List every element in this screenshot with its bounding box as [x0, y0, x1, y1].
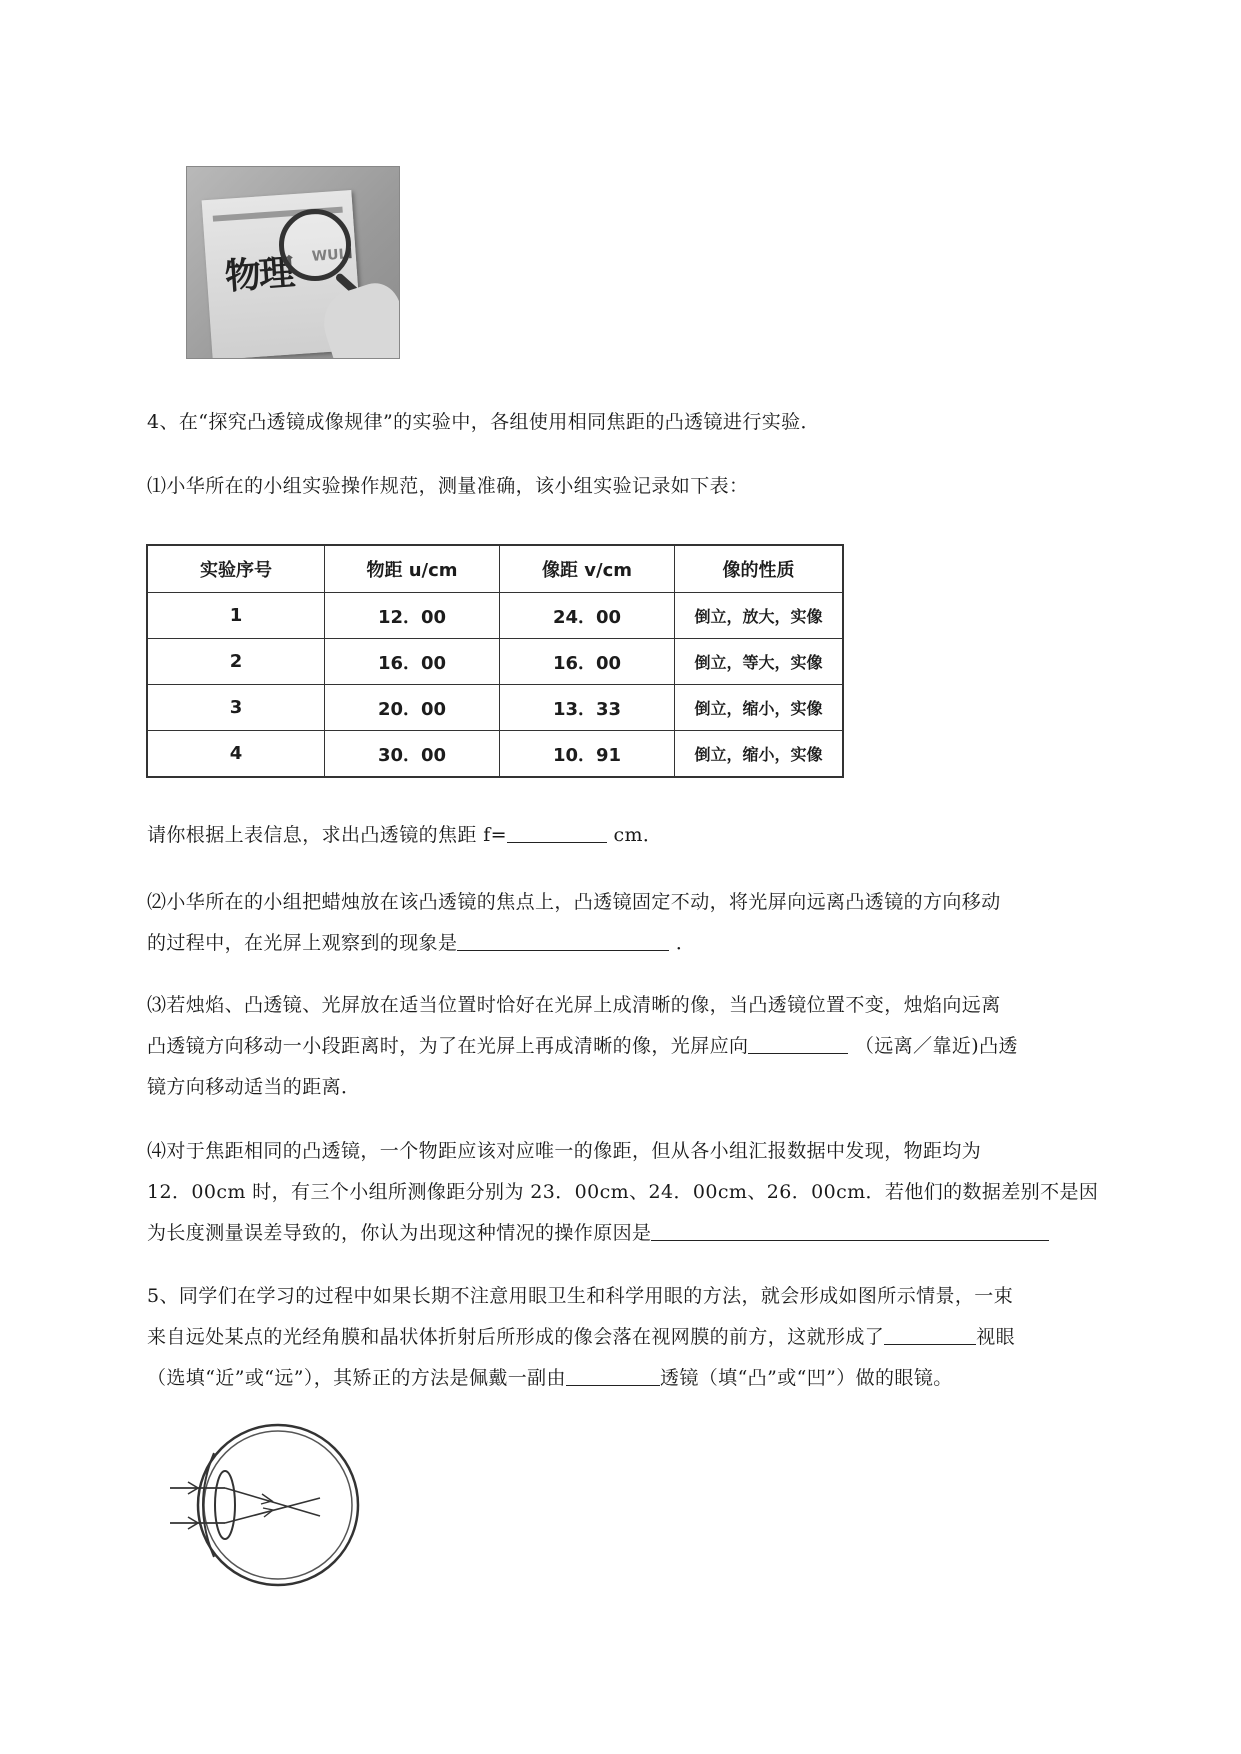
eye-diagram [170, 1418, 370, 1608]
q4-part3-line1: ⑶若烛焰、凸透镜、光屏放在适当位置时恰好在光屏上成清晰的像，当凸透镜位置不变，烛焰向远离 [147, 994, 1001, 1016]
table-row [147, 685, 843, 731]
col-header-image-property: 像的性质 [675, 545, 844, 593]
book-title: 物理 [223, 251, 295, 298]
q4-intro: 4、在“探究凸透镜成像规律”的实验中，各组使用相同焦距的凸透镜进行实验． [147, 411, 820, 433]
q4-part4-text: 为长度测量误差导致的，你认为出现这种情况的操作原因是 [147, 1222, 652, 1244]
retina-outline [204, 1431, 352, 1579]
table-header-row [147, 545, 843, 593]
cell-property: 倒立，放大，实像 [675, 593, 844, 639]
q5-text-a: 来自远处某点的光经角膜和晶状体折射后所形成的像会落在视网膜的前方，这就形成了 [147, 1326, 885, 1348]
cell-v: 24．00 [500, 593, 675, 639]
eyeball-outline [198, 1425, 358, 1585]
q4-focal-question [147, 815, 1157, 856]
q4-part2 [147, 882, 1157, 964]
q4-part3-text: 凸透镜方向移动一小段距离时，为了在光屏上再成清晰的像，光屏应向 [147, 1035, 749, 1057]
book-subtitle: WULI [311, 246, 354, 265]
cell-property: 倒立，缩小，实像 [675, 731, 844, 778]
q5-line3 [147, 1358, 1157, 1399]
cell-v: 13．33 [500, 685, 675, 731]
q4-part1: ⑴小华所在的小组实验操作规范，测量准确，该小组实验记录如下表： [147, 475, 749, 497]
cell-v: 16．00 [500, 639, 675, 685]
cell-property: 倒立，缩小，实像 [675, 685, 844, 731]
focal-length-blank[interactable] [507, 820, 607, 843]
operation-reason-blank[interactable] [651, 1218, 1049, 1241]
q4-part2-line1: ⑵小华所在的小组把蜡烛放在该凸透镜的焦点上，凸透镜固定不动，将光屏向远离凸透镜的方向移动 [147, 891, 1001, 913]
q4-part4 [147, 1131, 1157, 1254]
q5-text-c: （选填“近”或“远”），其矫正的方法是佩戴一副由 [147, 1367, 566, 1389]
q4-part3 [147, 985, 1157, 1108]
magnifier-lens-icon [279, 209, 354, 281]
q4-focal-unit: cm． [607, 824, 663, 846]
cell-property: 倒立，等大，实像 [675, 639, 844, 685]
q4-focal-text: 请你根据上表信息，求出凸透镜的焦距 f= [147, 824, 507, 846]
experiment-table [146, 544, 844, 778]
vision-type-blank[interactable] [884, 1322, 976, 1345]
cell-index: 1 [147, 593, 325, 639]
col-header-index: 实验序号 [147, 545, 325, 593]
screen-direction-blank[interactable] [748, 1031, 848, 1054]
magnifier-book-photo [186, 166, 400, 359]
lens-type-blank[interactable] [566, 1363, 660, 1386]
q4-part2-end: ． [675, 932, 696, 954]
cell-u: 20．00 [325, 685, 500, 731]
cell-v: 10．91 [500, 731, 675, 778]
q5-line2 [147, 1317, 1157, 1358]
cell-index: 2 [147, 639, 325, 685]
cell-u: 12．00 [325, 593, 500, 639]
q4-part4-line3 [147, 1213, 1157, 1254]
q4-part2-text: 的过程中，在光屏上观察到的现象是 [147, 932, 458, 954]
q4-part3-choice: （远离／靠近)凸透 [854, 1035, 1018, 1057]
cell-index: 3 [147, 685, 325, 731]
q4-part4-line1: ⑷对于焦距相同的凸透镜，一个物距应该对应唯一的像距，但从各小组汇报数据中发现，物距均为 [147, 1140, 982, 1162]
q5-text-b: 视眼 [976, 1326, 1016, 1348]
cell-u: 16．00 [325, 639, 500, 685]
q4-part4-line2: 12．00cm 时，有三个小组所测像距分别为 23．00cm、24．00cm、26．00cm．若他们的数据差别不是因 [147, 1181, 1099, 1203]
q4-part3-line3: 镜方向移动适当的距离． [147, 1076, 361, 1098]
col-header-image-distance: 像距 v/cm [500, 545, 675, 593]
phenomenon-blank[interactable] [457, 928, 669, 951]
cell-u: 30．00 [325, 731, 500, 778]
crystalline-lens [215, 1471, 235, 1539]
q4-part3-line2 [147, 1026, 1157, 1067]
cell-index: 4 [147, 731, 325, 778]
table-row [147, 593, 843, 639]
col-header-object-distance: 物距 u/cm [325, 545, 500, 593]
q5-line1: 5、同学们在学习的过程中如果长期不注意用眼卫生和科学用眼的方法，就会形成如图所示情景，一束 [147, 1285, 1014, 1307]
table-row [147, 639, 843, 685]
q4-part2-line2 [147, 923, 1157, 964]
q5-text-d: 透镜（填“凸”或“凹”）做的眼镜。 [659, 1367, 953, 1389]
table-row [147, 731, 843, 778]
q5 [147, 1276, 1157, 1399]
